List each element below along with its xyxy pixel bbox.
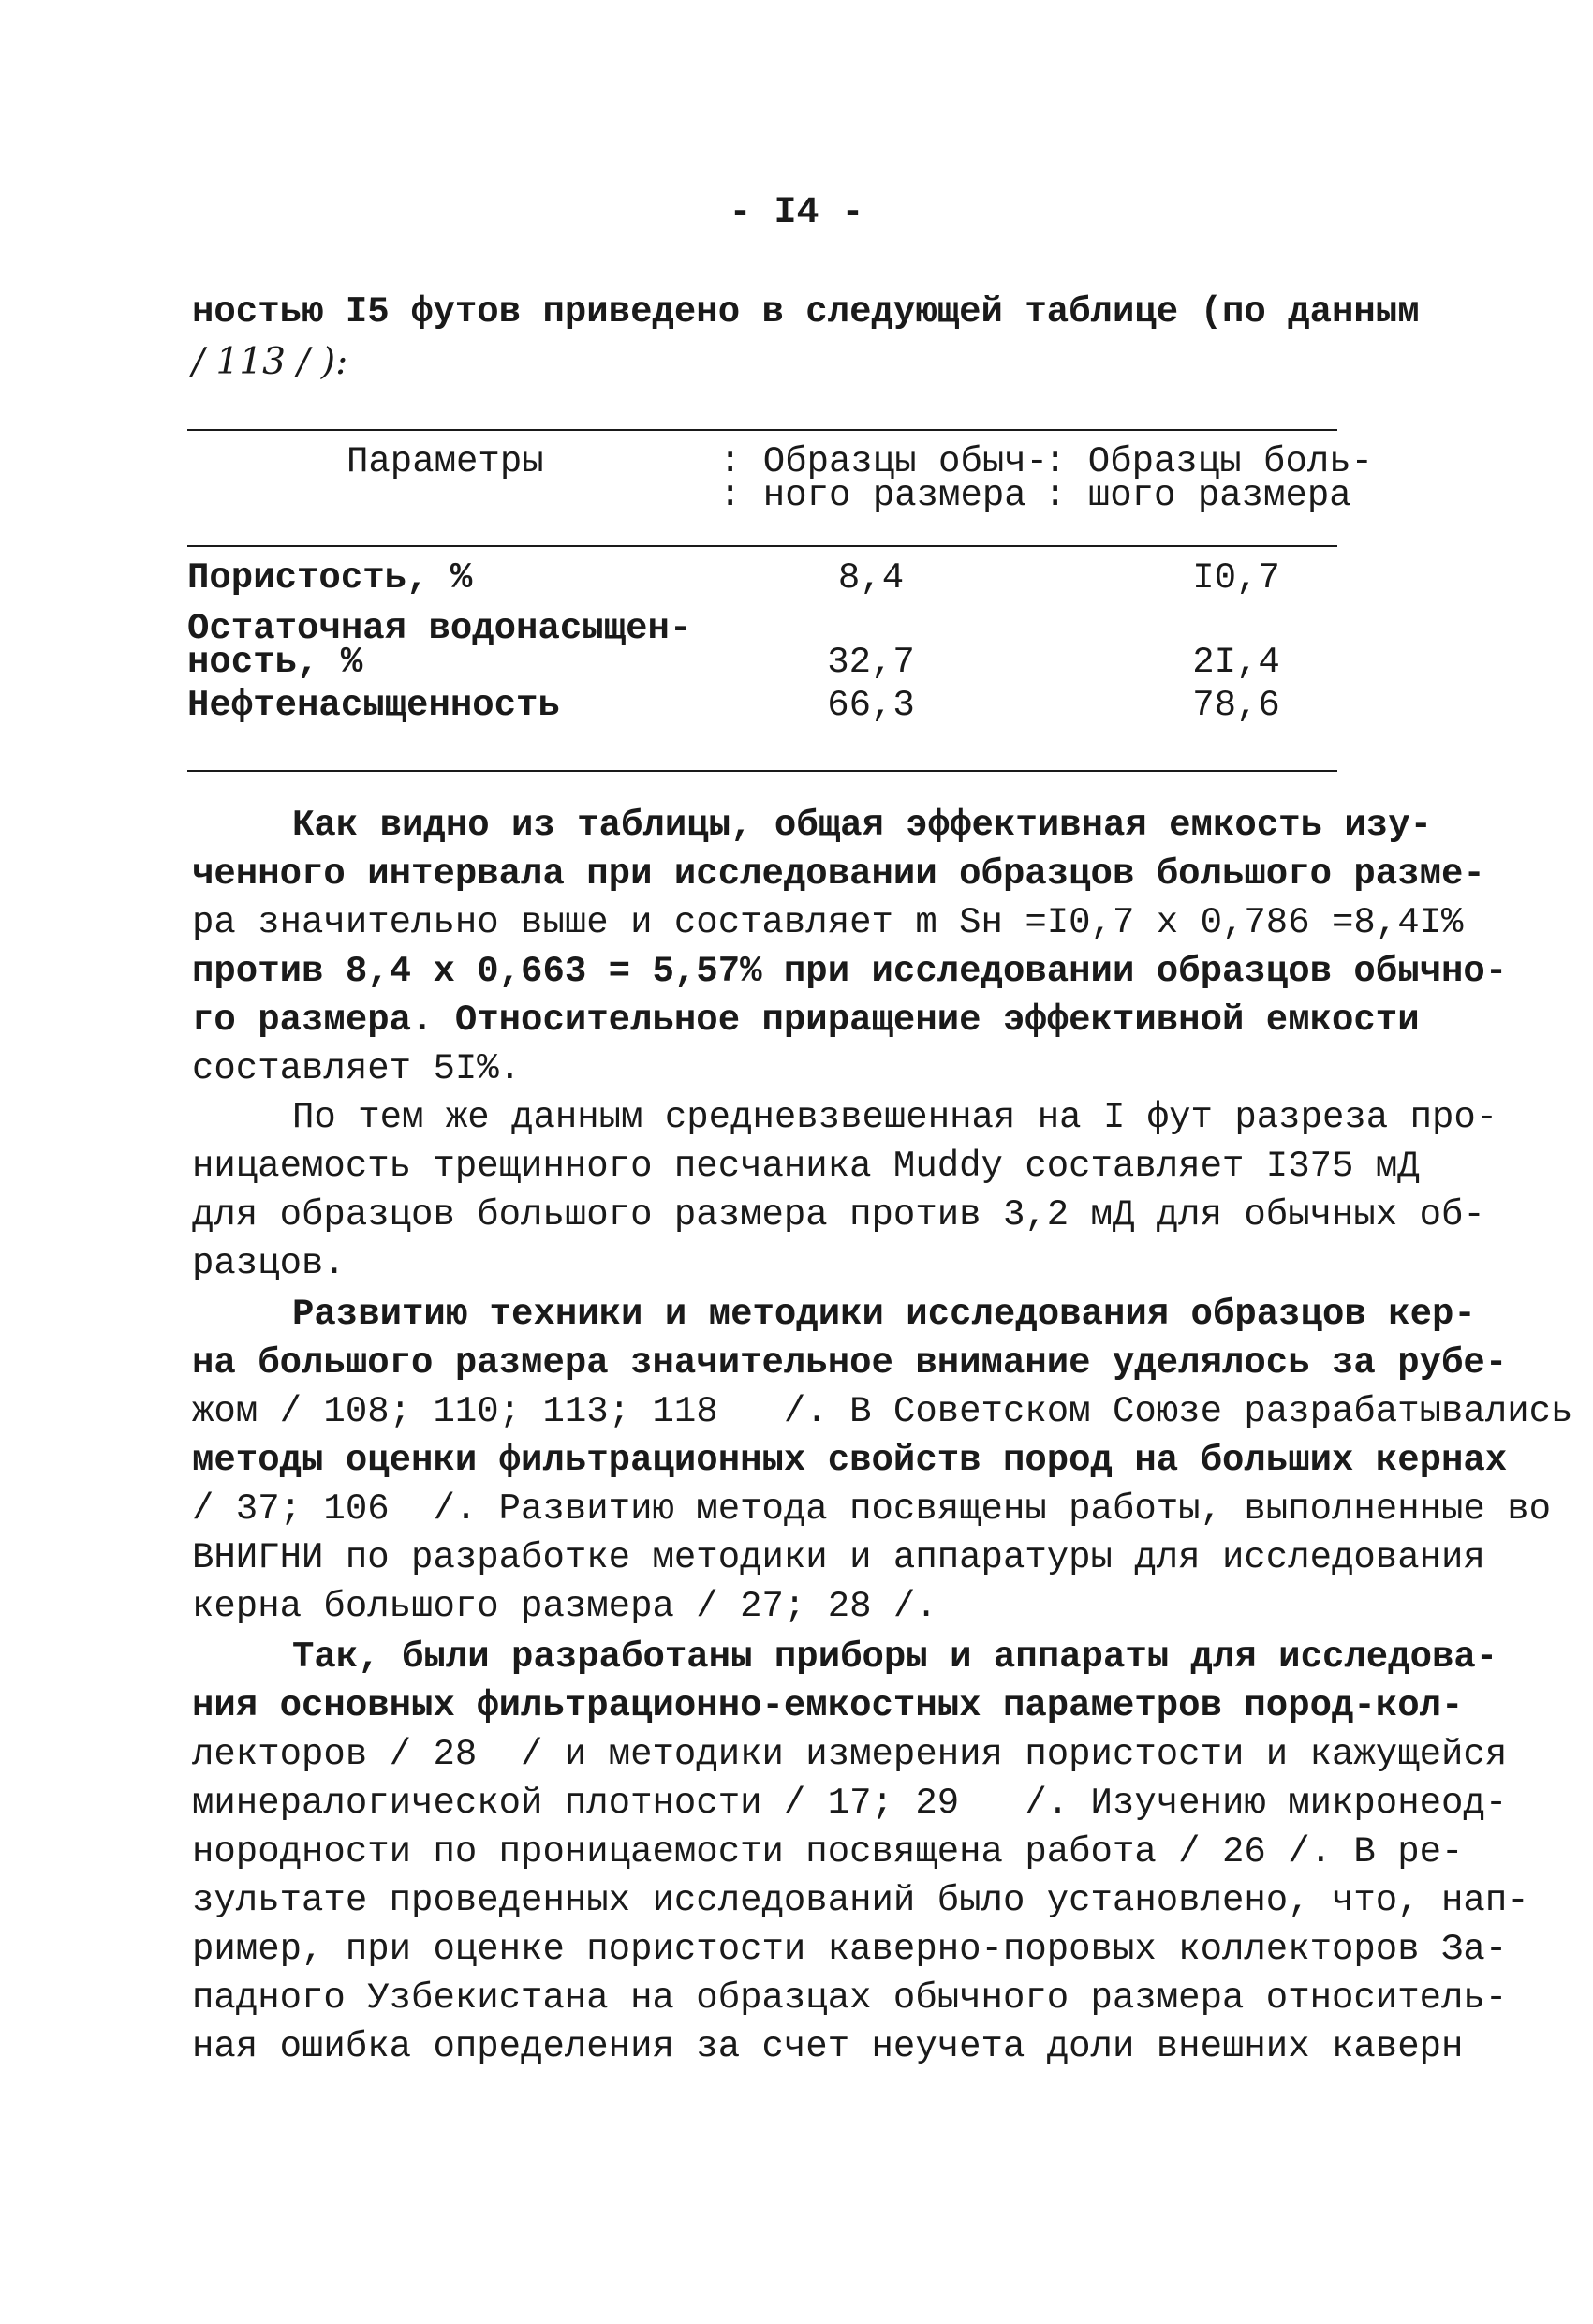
text-line: ример, при оценке пористости каверно-поровых коллекторов За-: [192, 1929, 1508, 1970]
row-label-cont: ность, %: [187, 642, 363, 683]
text-line: разцов.: [192, 1243, 346, 1284]
row-value-regular: 8,4: [837, 557, 905, 599]
text-line: ченного интервала при исследовании образцов большого разме-: [192, 853, 1485, 895]
text-line: против 8,4 x 0,663 = 5,57% при исследовании образцов обычно-: [192, 951, 1508, 992]
text-line: Так, были разработаны приборы и аппараты для исследова-: [292, 1636, 1498, 1678]
text-line: Развитию техники и методики исследования образцов кер-: [292, 1294, 1476, 1335]
text-line: керна большого размера / 27; 28 /.: [192, 1586, 937, 1627]
row-value-regular: 32,7: [827, 642, 915, 683]
text-line: составляет 5I%.: [192, 1048, 522, 1089]
text-line: падного Узбекистана на образцах обычного размера относитель-: [192, 1977, 1508, 2019]
row-value-large: I0,7: [1192, 557, 1280, 599]
text-line: ра значительно выше и составляет m Sн =I0,7 x 0,786 =8,4I%: [192, 902, 1464, 943]
text-line: лекторов / 28 / и методики измерения пористости и кажущейся: [192, 1734, 1508, 1775]
table-header-col2-line1: : Образцы боль-: [1044, 441, 1374, 482]
table-top-rule: [187, 429, 1337, 431]
row-label: Пористость, %: [187, 557, 473, 599]
text-line: Как видно из таблицы, общая эффективная емкость изу-: [292, 805, 1432, 846]
text-line: ницаемость трещинного песчаника Muddy составляет I375 мД: [192, 1146, 1420, 1187]
intro-line: ностью I5 футов приведено в следующей таблице (по данным: [192, 291, 1420, 333]
text-line: зультате проведенных исследований было установлено, что, нап-: [192, 1880, 1529, 1921]
text-line: нородности по проницаемости посвящена работа / 26 /. В ре-: [192, 1831, 1464, 1873]
table-header-col2-line2: : шого размера: [1044, 475, 1351, 516]
text-line: го размера. Относительное приращение эффективной емкости: [192, 999, 1420, 1041]
table-bottom-rule: [187, 770, 1337, 772]
row-value-large: 2I,4: [1192, 642, 1280, 683]
table-header-col1-line1: : Образцы обыч-: [719, 441, 1049, 482]
text-line: жом / 108; 110; 113; 118 /. В Советском Союзе разрабатывались: [192, 1391, 1573, 1432]
text-line: для образцов большого размера против 3,2 мД для обычных об-: [192, 1194, 1485, 1236]
table-header-param: Параметры: [347, 441, 544, 482]
text-line: По тем же данным средневзвешенная на I фут разреза про-: [292, 1097, 1498, 1138]
table-header-rule: [187, 545, 1337, 547]
table-header-col1-line2: : ного размера: [719, 475, 1026, 516]
text-line: на большого размера значительное внимание уделялось за рубе-: [192, 1342, 1508, 1384]
text-line: ния основных фильтрационно-емкостных параметров пород-кол-: [192, 1685, 1464, 1726]
text-line: ВНИГНИ по разработке методики и аппаратуры для исследования: [192, 1537, 1485, 1578]
text-line: ная ошибка определения за счет неучета доли внешних каверн: [192, 2026, 1464, 2067]
page-number: - I4 -: [729, 192, 864, 234]
text-line: минералогической плотности / 17; 29 /. Изучению микронеод-: [192, 1783, 1508, 1824]
intro-line: / 113 / ):: [192, 341, 348, 383]
text-line: / 37; 106 /. Развитию метода посвящены работы, выполненные во: [192, 1488, 1552, 1530]
row-label: Остаточная водонасыщен-: [187, 608, 692, 649]
row-value-large: 78,6: [1192, 685, 1280, 726]
text-line: методы оценки фильтрационных свойств пород на больших кернах: [192, 1440, 1508, 1481]
row-value-regular: 66,3: [827, 685, 915, 726]
row-label: Нефтенасыщенность: [187, 685, 560, 726]
